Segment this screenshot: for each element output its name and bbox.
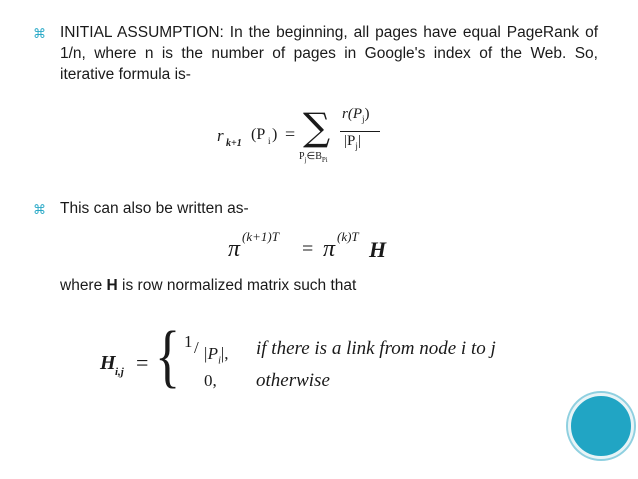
fraction-numerator: $r(P_j)$: [342, 106, 370, 124]
bullet-icon: ⌘: [33, 203, 46, 218]
sum-symbol: ∑: [303, 105, 331, 149]
case1-numerator: 1: [184, 332, 193, 351]
h-symbol: H: [100, 352, 116, 374]
decorative-circle: [568, 393, 634, 459]
h-definition-text: where H is row normalized matrix such that: [60, 277, 357, 294]
pi-symbol: π: [228, 236, 241, 262]
case1-slash: /: [194, 338, 199, 357]
fraction-bar: [340, 131, 380, 132]
pi-superscript: (k+1)T: [242, 229, 279, 244]
formula1-r-subscript: k+1: [226, 138, 242, 149]
h-matrix-definition: [100, 318, 540, 405]
bullet-text-initial-assumption: INITIAL ASSUMPTION: In the beginning, all pages have equal PageRank of 1/n, where n is the number of pages in Google's index of the Web. So, iterative formula is-: [60, 24, 598, 83]
power-method-formula: [228, 225, 418, 261]
bullet-text-also-written: This can also be written as-: [60, 200, 249, 217]
formula1-arg-close: ): [272, 126, 278, 143]
case2-value: 0,: [204, 371, 217, 390]
formula3-equals: =: [136, 350, 149, 375]
pi-symbol: π: [323, 236, 336, 262]
left-brace: {: [155, 318, 181, 395]
h-subscript: i,j: [115, 366, 124, 378]
formula1-equals: =: [285, 124, 296, 144]
pi-superscript: (k)T: [337, 229, 359, 244]
pagerank-iterative-formula: [217, 106, 417, 166]
fraction-denominator: $|P_j|$: [344, 133, 361, 151]
formula1-r: r: [217, 126, 224, 145]
case2-condition: otherwise: [256, 370, 330, 391]
sum-index: $P_j\in B_{Pi}$: [299, 151, 328, 164]
formula1-arg: (P: [251, 126, 266, 143]
formula2-equals: =: [302, 238, 314, 260]
matrix-h: H: [369, 237, 387, 262]
case1-denominator: $|P_i|$,: [203, 344, 229, 367]
case1-condition: if there is a link from node i to j: [256, 338, 496, 359]
formula1-arg-subscript: i: [268, 136, 271, 146]
bullet-icon: ⌘: [33, 27, 46, 42]
